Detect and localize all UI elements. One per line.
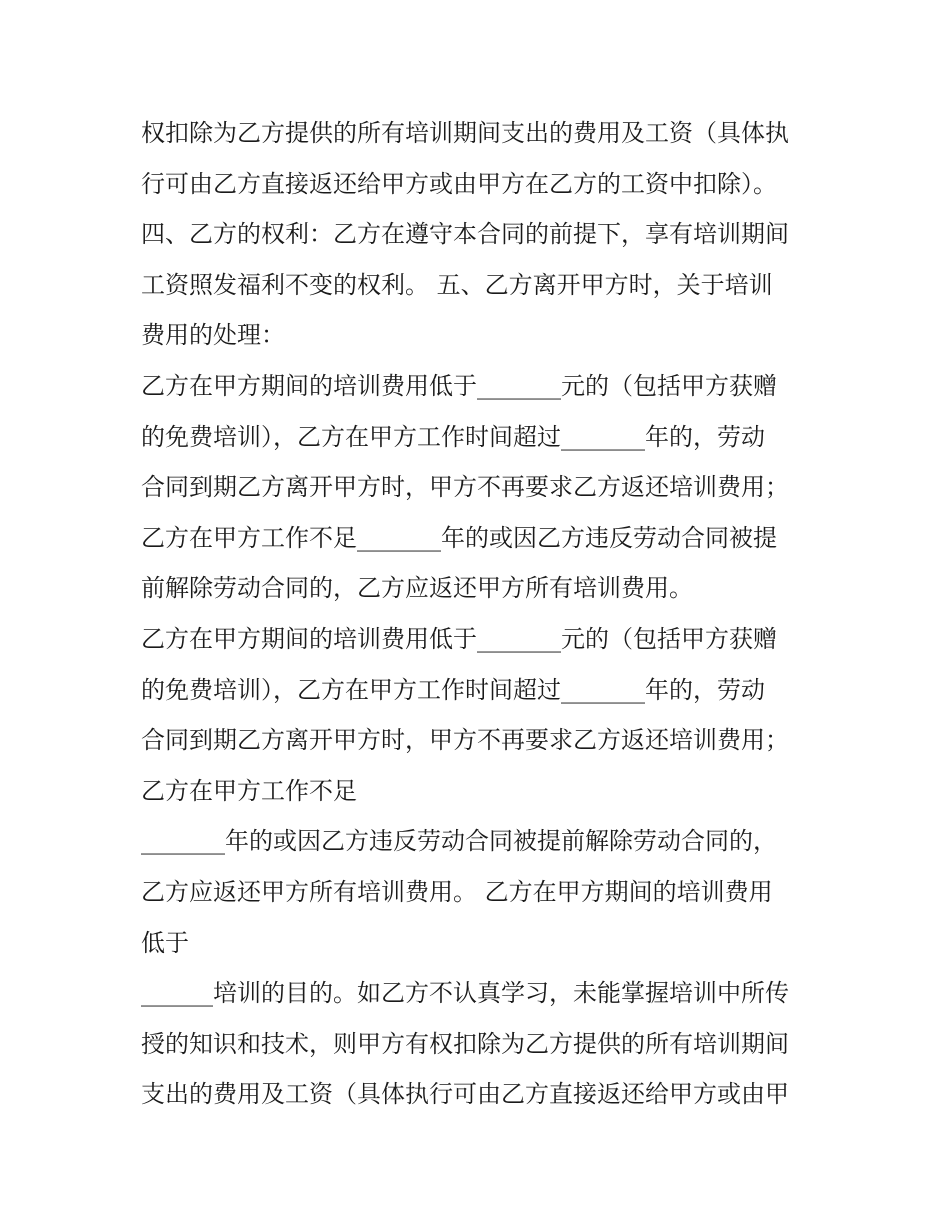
text-line: 乙方在甲方期间的培训费用低于_______元的（包括甲方获赠	[141, 371, 777, 400]
text-line: 乙方在甲方期间的培训费用低于_______元的（包括甲方获赠	[141, 624, 777, 653]
text-line: 授的知识和技术，则甲方有权扣除为乙方提供的所有培训期间	[141, 1029, 789, 1058]
text-line: 合同到期乙方离开甲方时，甲方不再要求乙方返还培训费用；	[141, 726, 789, 755]
text-line: 费用的处理：	[141, 321, 285, 350]
text-line: 乙方在甲方工作不足_______年的或因乙方违反劳动合同被提	[141, 523, 777, 552]
text-line: 乙方在甲方工作不足	[141, 776, 357, 805]
text-line: 前解除劳动合同的，乙方应返还甲方所有培训费用。	[141, 574, 693, 603]
text-line: 工资照发福利不变的权利。 五、乙方离开甲方时，关于培训	[141, 270, 773, 299]
contract-text-body	[141, 108, 821, 1120]
text-line: 四、乙方的权利：乙方在遵守本合同的前提下，享有培训期间	[141, 220, 789, 249]
text-line: 合同到期乙方离开甲方时，甲方不再要求乙方返还培训费用；	[141, 473, 789, 502]
text-line: 的免费培训），乙方在甲方工作时间超过_______年的，劳动	[141, 675, 765, 704]
text-line: 支出的费用及工资（具体执行可由乙方直接返还给甲方或由甲	[141, 1080, 789, 1109]
text-line: 的免费培训），乙方在甲方工作时间超过_______年的，劳动	[141, 422, 765, 451]
text-line: ______培训的目的。如乙方不认真学习，未能掌握培训中所传	[141, 979, 789, 1008]
text-line: 权扣除为乙方提供的所有培训期间支出的费用及工资（具体执	[141, 119, 789, 147]
text-line: _______年的或因乙方违反劳动合同被提前解除劳动合同的，	[141, 827, 777, 856]
text-line: 乙方应返还甲方所有培训费用。 乙方在甲方期间的培训费用	[141, 877, 773, 906]
text-line: 低于	[141, 928, 189, 957]
text-line: 行可由乙方直接返还给甲方或由甲方在乙方的工资中扣除）。	[141, 169, 777, 198]
